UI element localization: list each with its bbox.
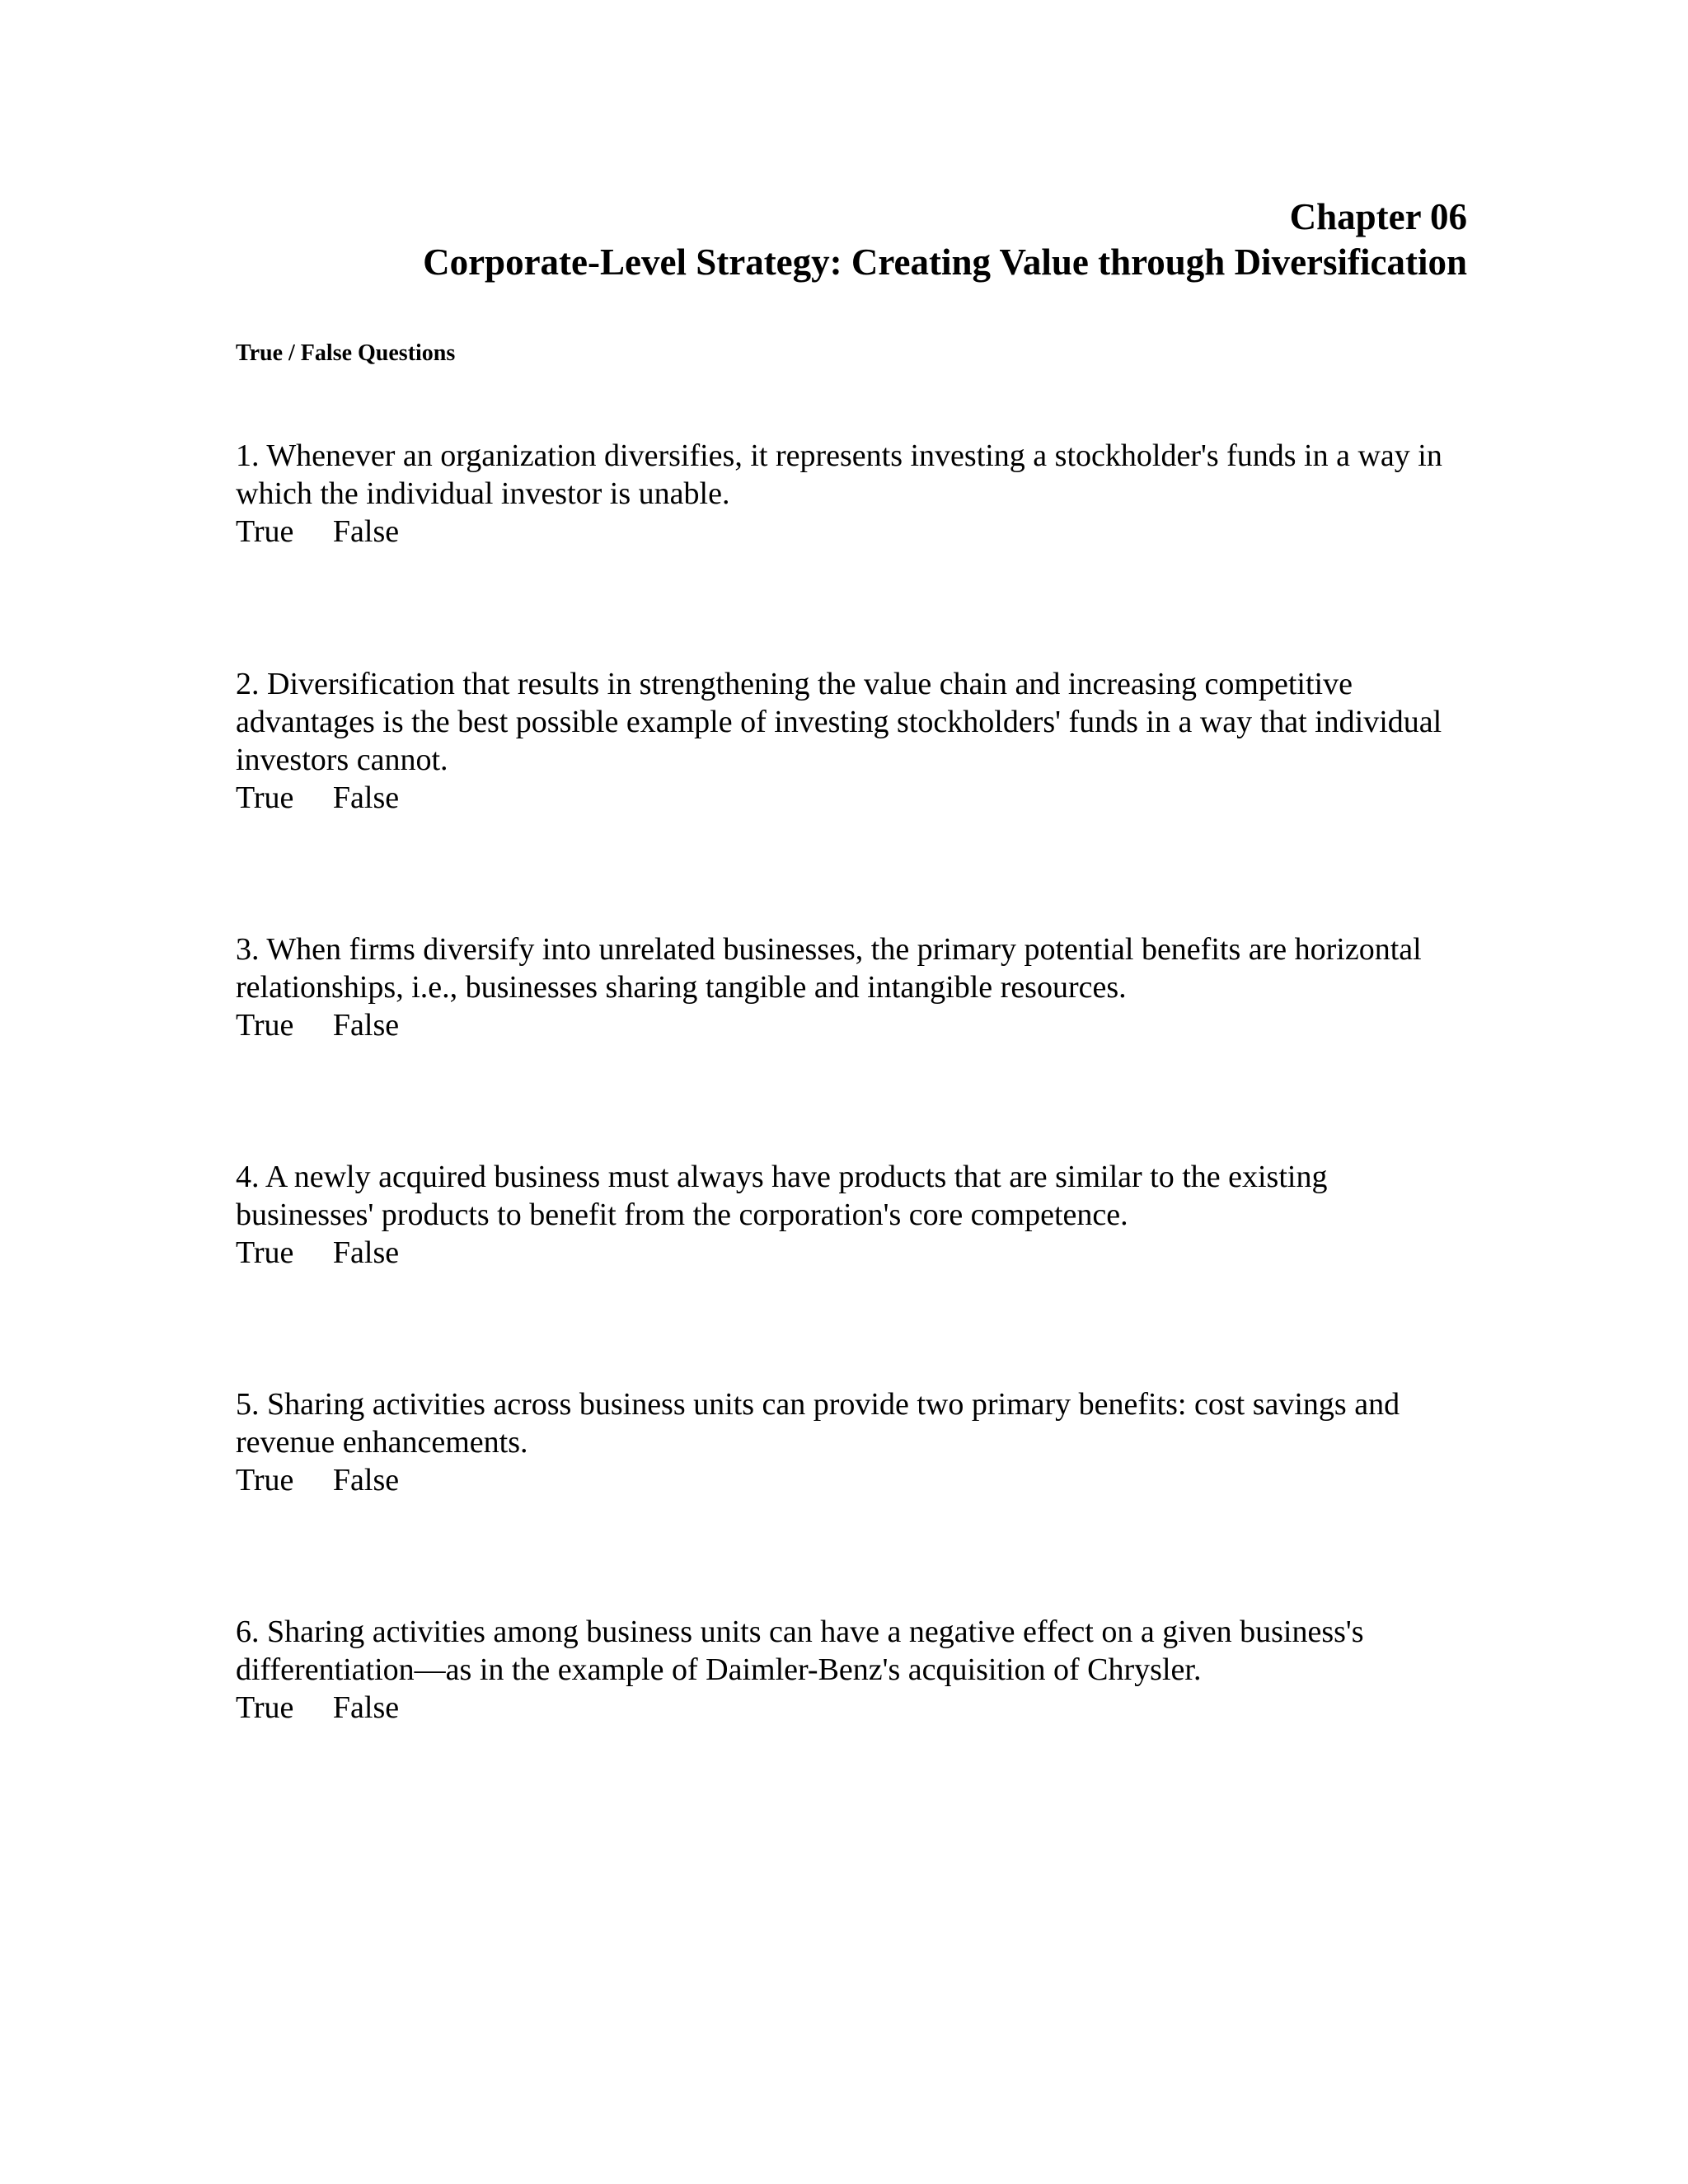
question-text: 4. A newly acquired business must always have products that are similar to the existing businesses' products to benefit from the corporation's core competence.	[236, 1160, 1328, 1232]
answer-options	[236, 1689, 1472, 1727]
question-text: 2. Diversification that results in strengthening the value chain and increasing competitive advantages is the best possible example of investing stockholders' funds in a way that individual investors cannot.	[236, 667, 1442, 777]
answer-false[interactable]: False	[332, 1235, 400, 1270]
chapter-title: Corporate-Level Strategy: Creating Value through Diversification	[423, 241, 1467, 283]
answer-false[interactable]: False	[332, 1463, 400, 1497]
answer-false[interactable]: False	[332, 780, 400, 815]
chapter-number: Chapter 06	[1289, 196, 1467, 237]
answer-options	[236, 1461, 1472, 1499]
answer-options	[236, 779, 1472, 817]
answer-true[interactable]: True	[236, 1690, 294, 1725]
question-item	[236, 665, 1472, 817]
question-item	[236, 930, 1472, 1044]
question-item	[236, 1158, 1472, 1272]
question-text: 5. Sharing activities across business units can provide two primary benefits: cost savings and revenue enhancements.	[236, 1387, 1400, 1460]
answer-true[interactable]: True	[236, 1463, 294, 1497]
question-text: 6. Sharing activities among business units can have a negative effect on a given business's differentiation—as in the example of Daimler-Benz's acquisition of Chrysler.	[236, 1615, 1364, 1687]
answer-options	[236, 1234, 1472, 1272]
answer-false[interactable]: False	[332, 1690, 400, 1725]
question-text: 3. When firms diversify into unrelated businesses, the primary potential benefits are horizontal relationships, i.e., businesses sharing tangible and intangible resources.	[236, 932, 1422, 1005]
answer-true[interactable]: True	[236, 514, 294, 549]
answer-true[interactable]: True	[236, 1235, 294, 1270]
answer-true[interactable]: True	[236, 1008, 294, 1043]
section-label: True / False Questions	[236, 340, 456, 366]
answer-false[interactable]: False	[332, 1008, 400, 1043]
answer-false[interactable]: False	[332, 514, 400, 549]
question-text: 1. Whenever an organization diversifies, it represents investing a stockholder's funds in a way in which the individual investor is unable.	[236, 438, 1442, 511]
question-item	[236, 1385, 1472, 1499]
answer-true[interactable]: True	[236, 780, 294, 815]
answer-options	[236, 513, 1472, 551]
chapter-header	[236, 194, 1467, 285]
answer-options	[236, 1006, 1472, 1044]
question-item	[236, 1613, 1472, 1727]
question-item	[236, 437, 1472, 551]
